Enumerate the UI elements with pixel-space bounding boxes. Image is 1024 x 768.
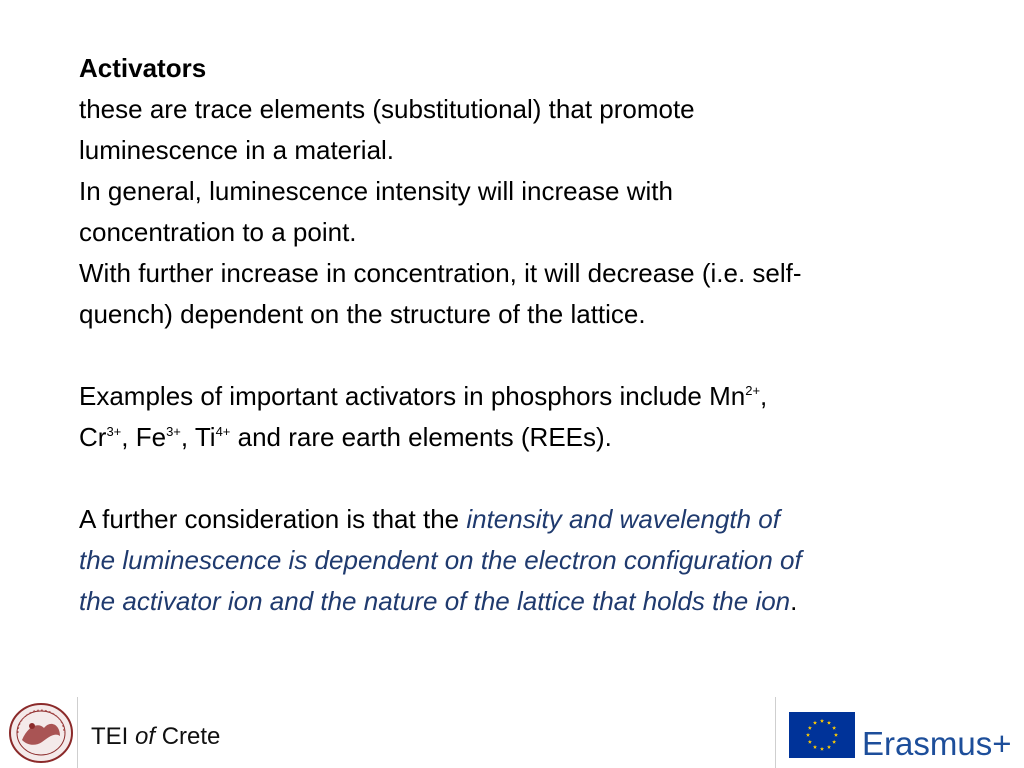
cr-charge: 3+ bbox=[106, 424, 122, 439]
consideration-emphasis-1: intensity and wavelength of bbox=[466, 504, 780, 534]
footer-divider-right bbox=[775, 697, 776, 768]
tei-seal-logo bbox=[8, 702, 74, 764]
paragraph-spacer-2 bbox=[79, 458, 979, 499]
ti-symbol: , Ti bbox=[180, 422, 216, 452]
institution-pre: TEI bbox=[91, 723, 136, 750]
slide-body bbox=[79, 48, 979, 622]
examples-line-2 bbox=[79, 417, 979, 458]
consideration-lead: A further consideration is that the bbox=[79, 504, 467, 534]
consideration-line-1 bbox=[79, 499, 979, 540]
examples-tail: and rare earth elements (REEs). bbox=[230, 422, 612, 452]
institution-post: Crete bbox=[155, 723, 221, 750]
consideration-end: . bbox=[790, 586, 798, 616]
erasmus-plus-logo: Erasmus+ bbox=[862, 725, 1012, 762]
examples-line-1 bbox=[79, 376, 979, 417]
institution-name bbox=[91, 722, 220, 752]
mn-charge: 2+ bbox=[745, 383, 761, 398]
institution-of: of bbox=[135, 723, 156, 750]
examples-lead: Examples of important activators in phosphors include Mn bbox=[79, 381, 746, 411]
footer-divider-left bbox=[77, 697, 78, 768]
paragraph-spacer bbox=[79, 335, 979, 376]
trend-line-4: quench) dependent on the structure of the lattice. bbox=[79, 299, 646, 329]
fe-symbol: , Fe bbox=[121, 422, 167, 452]
definition-line-1: these are trace elements (substitutional) that promote bbox=[79, 94, 695, 124]
trend-line-3: With further increase in concentration, it will decrease (i.e. self- bbox=[79, 258, 802, 288]
definition-line-2: luminescence in a material. bbox=[79, 135, 395, 165]
slide-heading: Activators bbox=[79, 53, 207, 83]
consideration-emphasis-2: the luminescence is dependent on the electron configuration of bbox=[79, 545, 802, 575]
trend-line-2: concentration to a point. bbox=[79, 217, 357, 247]
eu-flag-icon bbox=[789, 712, 855, 758]
consideration-line-2 bbox=[79, 540, 979, 581]
fe-charge: 3+ bbox=[166, 424, 181, 439]
ti-charge: 4+ bbox=[215, 424, 231, 439]
cr-symbol: Cr bbox=[79, 422, 107, 452]
examples-comma: , bbox=[760, 381, 768, 411]
consideration-line-3 bbox=[79, 581, 979, 622]
trend-line-1: In general, luminescence intensity will increase with bbox=[79, 176, 673, 206]
consideration-emphasis-3: the activator ion and the nature of the lattice that holds the ion bbox=[79, 586, 791, 616]
